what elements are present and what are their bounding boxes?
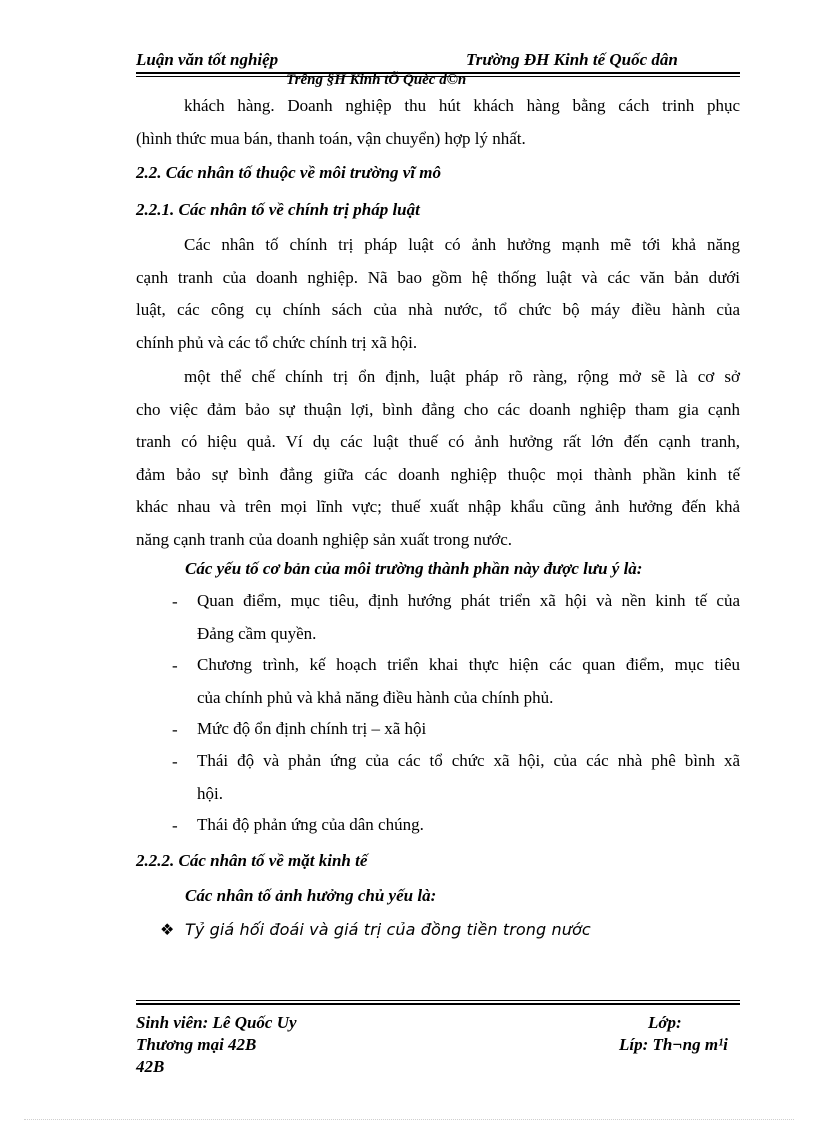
list-item-line: Mức độ ổn định chính trị – xã hội (197, 719, 427, 738)
footer-student: Sinh viên: Lê Quốc Uy (136, 1013, 297, 1032)
paragraph-line: chính phủ và các tổ chức chính trị xã hội. (136, 332, 418, 352)
institution-paragraph (136, 361, 740, 556)
section-2-2-heading: 2.2. Các nhân tố thuộc về môi trường vĩ mô (136, 163, 442, 182)
list-item-line: Thái độ phản ứng của dân chúng. (197, 815, 424, 834)
paragraph-line: năng cạnh tranh của doanh nghiệp sản xuất trong nước. (136, 529, 513, 549)
list-bullet: - (172, 816, 178, 835)
list-item (197, 809, 740, 842)
footer-program: Thương mại 42B (136, 1035, 257, 1054)
paragraph-line: khác nhau và trên mọi lĩnh vực; thuế xuất nhập khẩu cũng ảnh hưởng đến khả (136, 497, 740, 516)
paragraph-line: một thể chế chính trị ổn định, luật pháp rõ ràng, rộng mở sẽ là cơ sở (184, 367, 740, 386)
econ-heading: Các nhân tố ảnh hưởng chủ yếu là: (185, 886, 437, 905)
list-item (197, 649, 740, 714)
paragraph-line: cho việc đảm bảo sự thuận lợi, bình đẳng cho các doanh nghiệp tham gia cạnh (136, 399, 740, 419)
intro-paragraph (136, 90, 740, 155)
list-bullet: - (172, 752, 178, 771)
paragraph-line: luật, các công cụ chính sách của nhà nước, tổ chức bộ máy điều hành của (136, 300, 740, 319)
list-item (197, 585, 740, 650)
list-bullet: - (172, 656, 178, 675)
intro-line: khách hàng. Doanh nghiệp thu hút khách hàng bằng cách trinh phục (184, 96, 740, 115)
header-garbled: Trêng §H Kinh tÕ Quèc d©n (286, 72, 467, 88)
list-item-line: Đảng cầm quyền. (197, 623, 317, 643)
list-item-line: hội. (197, 783, 223, 803)
intro-line: (hình thức mua bán, thanh toán, vận chuyển) hợp lý nhất. (136, 128, 526, 148)
list-item (197, 713, 740, 746)
list-item-line: Thái độ và phản ứng của các tổ chức xã hội, của các nhà phê bình xã (197, 751, 740, 770)
header-left: Luận văn tốt nghiệp (136, 50, 279, 69)
paragraph-line: đảm bảo sự bình đẳng giữa các doanh nghiệp thuộc mọi thành phần kinh tế (136, 464, 740, 484)
footer-class-suffix: 42B (136, 1057, 165, 1076)
paragraph-line: Các nhân tố chính trị pháp luật có ảnh hưởng mạnh mẽ tới khả năng (184, 235, 740, 254)
list-bullet: - (172, 592, 178, 611)
paragraph-line: tranh có hiệu quả. Ví dụ các luật thuế có ảnh hưởng rất lớn đến cạnh tranh, (136, 432, 740, 451)
factors-heading: Các yếu tố cơ bản của môi trường thành phần này được lưu ý là: (185, 559, 643, 578)
section-2-2-2-heading: 2.2.2. Các nhân tố về mặt kinh tế (136, 851, 368, 870)
header-right: Trường ĐH Kinh tế Quốc dân (466, 50, 678, 69)
econ-bullet-text: Tỷ giá hối đoái và giá trị của đồng tiền trong nước (185, 920, 591, 939)
politics-paragraph (136, 229, 740, 359)
list-item-line: Chương trình, kế hoạch triển khai thực hiện các quan điểm, mục tiêu (197, 655, 740, 674)
footer-rule-top (136, 1000, 740, 1001)
list-item (197, 745, 740, 810)
list-item-line: của chính phủ và khả năng điều hành của chính phủ. (197, 687, 554, 707)
footer-class-garbled: Líp: Th¬ng m¹i (619, 1035, 728, 1054)
footer-rule-bottom (136, 1003, 740, 1005)
list-bullet: - (172, 720, 178, 739)
paragraph-line: cạnh tranh của doanh nghiệp. Nã bao gồm hệ thống luật và các văn bản dưới (136, 267, 740, 287)
section-2-2-1-heading: 2.2.1. Các nhân tố về chính trị pháp luật (136, 200, 420, 219)
list-item-line: Quan điểm, mục tiêu, định hướng phát triển xã hội và nền kinh tế của (197, 591, 740, 610)
diamond-bullet-icon: ❖ (160, 920, 175, 939)
page-edge-divider (24, 1119, 794, 1120)
footer-class-label: Lớp: (648, 1013, 682, 1032)
